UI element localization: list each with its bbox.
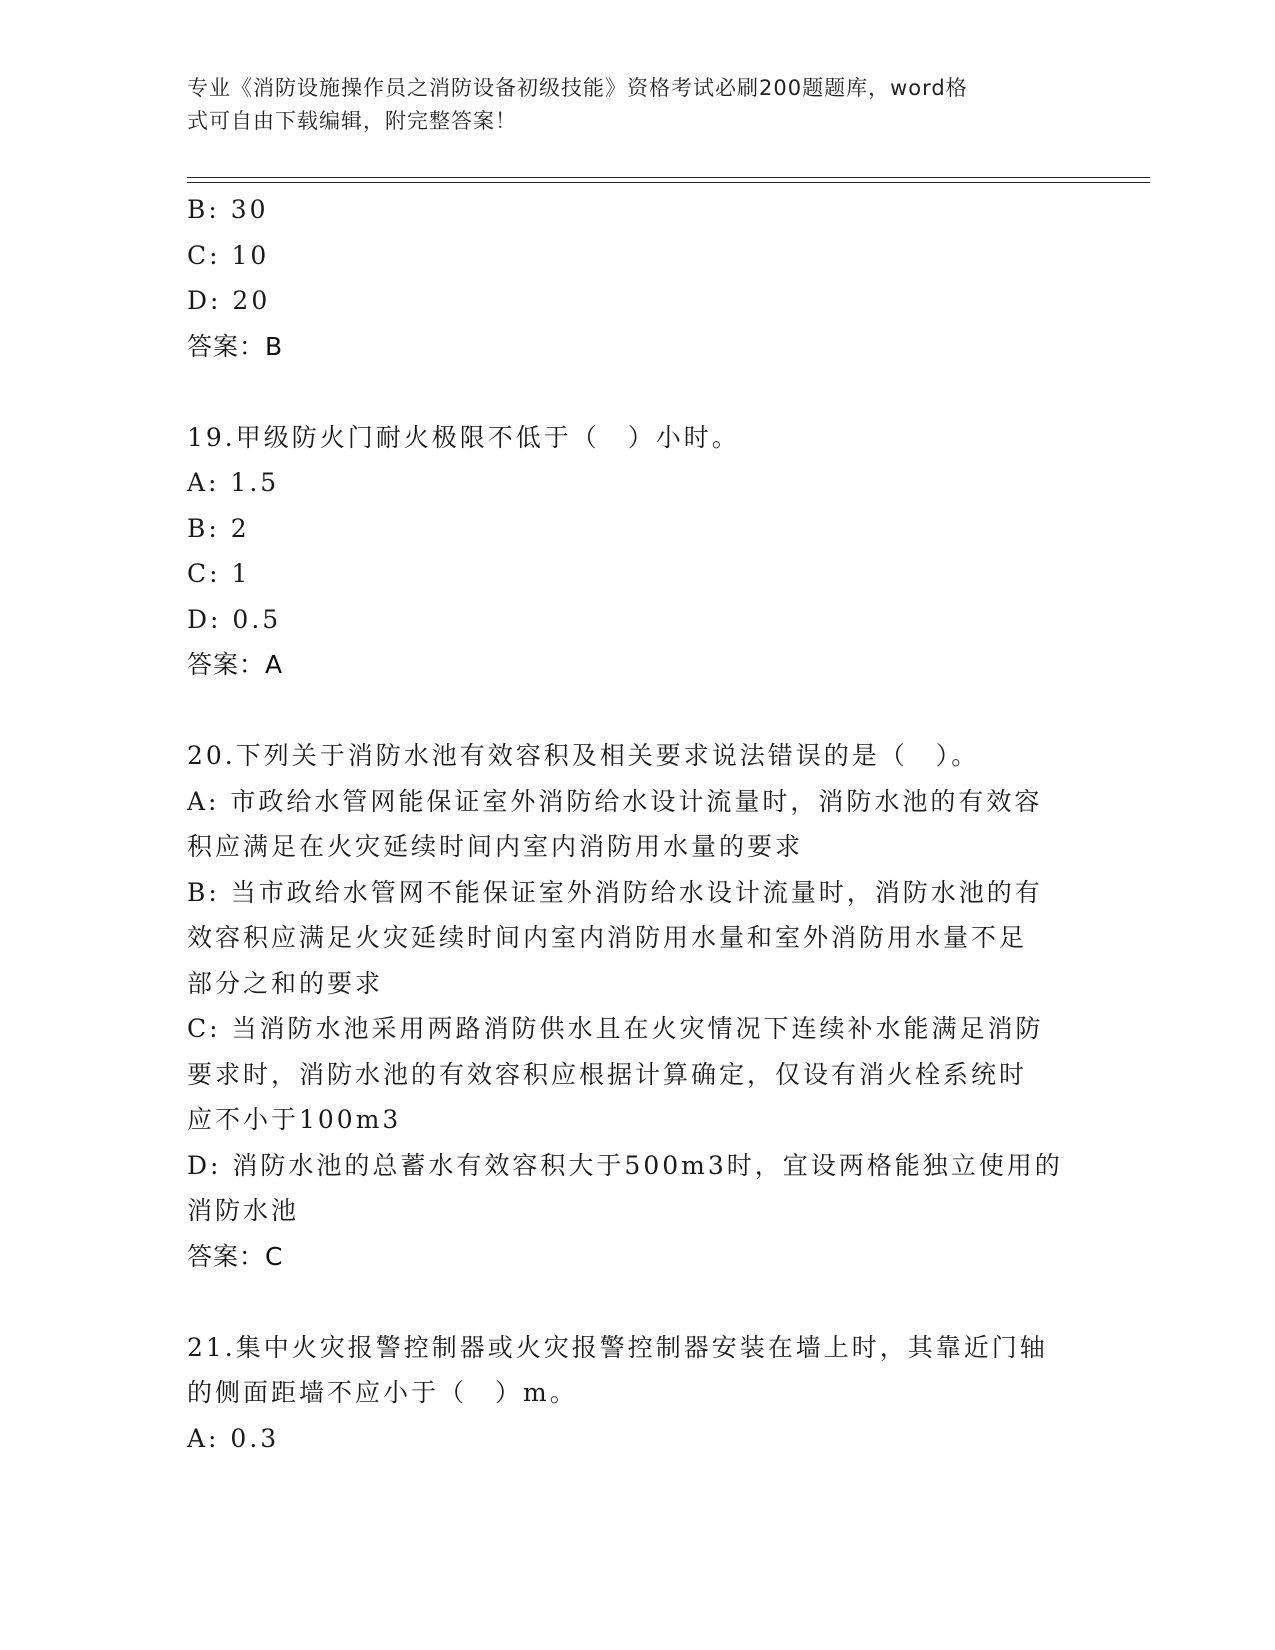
header-line-1: 专业《消防设施操作员之消防设备初级技能》资格考试必刷200题题库，word格 bbox=[187, 76, 968, 100]
question-list bbox=[187, 187, 1087, 1461]
option-a: A: 0.3 bbox=[187, 1423, 280, 1453]
question-19 bbox=[187, 415, 1087, 688]
option-d-line-2: 消防水池 bbox=[187, 1196, 300, 1225]
option-c-line-1: C: 当消防水池采用两路消防供水且在火灾情况下连续补水能满足消防 bbox=[187, 1014, 1044, 1043]
option-c: C: 1 bbox=[187, 559, 251, 588]
question-stem: 19.甲级防火门耐火极限不低于（ ）小时。 bbox=[187, 422, 740, 452]
answer-line: 答案：C bbox=[187, 1241, 284, 1271]
spacer bbox=[187, 688, 1087, 734]
spacer bbox=[187, 369, 1087, 415]
option-a-line-2: 积应满足在火灾延续时间内室内消防用水量的要求 bbox=[187, 832, 804, 861]
option-c: C: 10 bbox=[187, 240, 270, 270]
document-header bbox=[187, 72, 1067, 138]
answer-line: 答案：B bbox=[187, 331, 284, 361]
option-b: B: 30 bbox=[187, 195, 269, 224]
option-b-line-1: B: 当市政给水管网不能保证室外消防给水设计流量时，消防水池的有 bbox=[187, 877, 1043, 907]
option-c-line-3: 应不小于100m3 bbox=[187, 1105, 402, 1134]
header-rule-bottom bbox=[187, 182, 1150, 183]
option-c-line-2: 要求时，消防水池的有效容积应根据计算确定，仅设有消火栓系统时 bbox=[187, 1059, 1028, 1089]
option-b-line-3: 部分之和的要求 bbox=[187, 968, 384, 998]
option-b: B: 2 bbox=[187, 513, 250, 543]
header-line-2: 式可自由下载编辑，附完整答案！ bbox=[187, 109, 517, 133]
option-d: D: 20 bbox=[187, 286, 271, 315]
header-rule-top bbox=[187, 177, 1150, 178]
question-stem-line-2: 的侧面距墙不应小于（ ）m。 bbox=[187, 1378, 578, 1407]
option-b-line-2: 效容积应满足火灾延续时间内室内消防用水量和室外消防用水量不足 bbox=[187, 923, 1028, 952]
question-20 bbox=[187, 733, 1087, 1279]
option-d: D: 0.5 bbox=[187, 604, 282, 634]
question-stem: 20.下列关于消防水池有效容积及相关要求说法错误的是（ ）。 bbox=[187, 741, 980, 770]
question-stem-line-1: 21.集中火灾报警控制器或火灾报警控制器安装在墙上时，其靠近门轴 bbox=[187, 1332, 1048, 1362]
option-d-line-1: D: 消防水池的总蓄水有效容积大于500m3时，宜设两格能独立使用的 bbox=[187, 1150, 1063, 1180]
question-18 bbox=[187, 187, 1087, 369]
option-a: A: 1.5 bbox=[187, 468, 280, 497]
option-a-line-1: A: 市政给水管网能保证室外消防给水设计流量时，消防水池的有效容 bbox=[187, 786, 1043, 816]
spacer bbox=[187, 1279, 1087, 1325]
question-21 bbox=[187, 1325, 1087, 1462]
answer-line: 答案：A bbox=[187, 650, 284, 679]
